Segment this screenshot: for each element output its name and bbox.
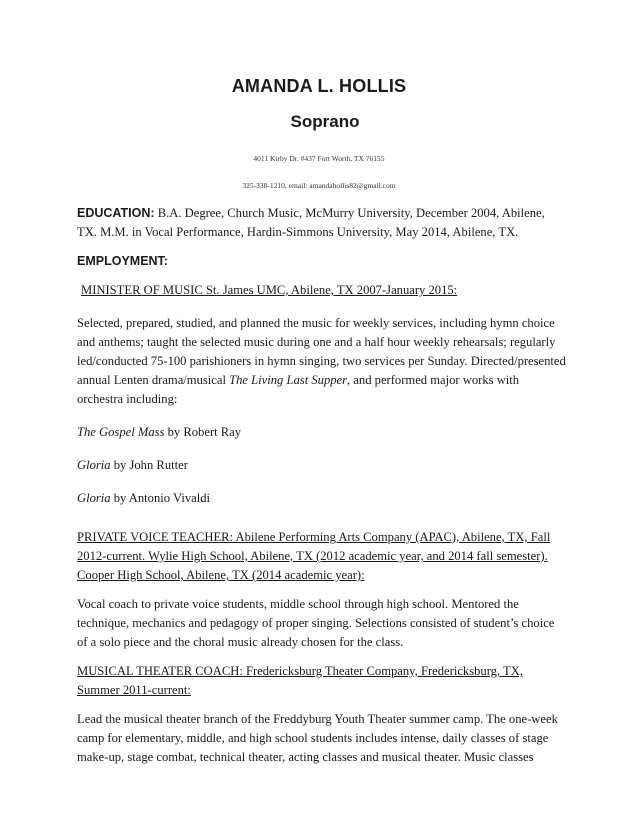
voice-type: Soprano — [290, 112, 360, 131]
work-title: The Gospel Mass — [77, 425, 165, 439]
work-item — [77, 489, 567, 508]
job-desc-voice-teacher: Vocal coach to private voice students, middle school through high school. Mentored the technique, mechanics and pedagogy of proper singing. Selections consisted of student’s choice of a solo piece and the choral music already chosen for the class. — [77, 597, 555, 649]
job-title-voice-teacher: PRIVATE VOICE TEACHER: Abilene Performing Arts Company (APAC), Abilene, TX, Fall 2012-current. Wylie High School, Abilene, TX (2012 academic year, and 2014 fall semester). Cooper High School, Abilene, TX (2014 academic year): — [77, 530, 551, 582]
work-title: Gloria — [77, 458, 111, 472]
candidate-name: AMANDA L. HOLLIS — [231, 76, 407, 96]
address-line: 4011 Kirby Dr. #437 Fort Worth, TX 76155 — [253, 154, 385, 163]
work-composer: by John Rutter — [110, 458, 188, 472]
work-composer: by Antonio Vivaldi — [110, 491, 211, 505]
work-item — [77, 456, 567, 475]
job-desc-minister-pre: Selected, prepared, studied, and planned the music for weekly services, including hymn choice and anthems; taught the selected music during one and a half hour weekly rehearsals; regularly led/conducted 75-100 parishioners in hymn singing, two services per Sunday. Directed/presented annual Lenten drama/musical — [77, 316, 566, 387]
resume-body — [77, 204, 567, 767]
education-heading: EDUCATION: — [77, 206, 155, 220]
education-text: B.A. Degree, Church Music, McMurry University, December 2004, Abilene, TX. M.M. in Vocal Performance, Hardin-Simmons University, May 2014, Abilene, TX. — [77, 206, 545, 239]
contact-line: 325-338-1210, email: amandahollis82@gmail.com — [242, 181, 396, 190]
job-title-theater-coach: MUSICAL THEATER COACH: Fredericksburg Theater Company, Fredericksburg, TX, Summer 2011-current: — [77, 664, 523, 697]
employment-heading: EMPLOYMENT: — [77, 254, 168, 268]
work-item — [77, 423, 567, 442]
drama-title: The Living Last Supper — [229, 373, 348, 387]
work-title: Gloria — [77, 491, 111, 505]
job-desc-minister — [77, 314, 567, 409]
job-desc-theater-coach: Lead the musical theater branch of the Freddyburg Youth Theater summer camp. The one-week camp for elementary, middle, and high school students includes intense, daily classes of stage make-up, stage combat, technical theater, acting classes and musical theater. Music classes — [77, 712, 558, 764]
education-section — [77, 204, 567, 242]
work-composer: by Robert Ray — [164, 425, 242, 439]
job-desc-minister-post: , and performed major works with orchestra including: — [77, 373, 520, 406]
job-title-minister: MINISTER OF MUSIC St. James UMC, Abilene, TX 2007-January 2015: — [81, 283, 458, 297]
